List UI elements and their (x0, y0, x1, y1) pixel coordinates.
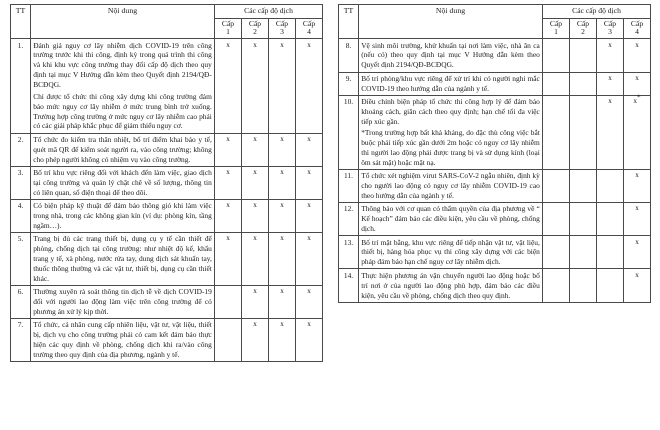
level-2-mark-cell (570, 170, 597, 203)
level-4-mark-cell: x (624, 72, 651, 95)
header-level-2-word: Cấp (248, 18, 262, 28)
content-paragraph: Vệ sinh môi trường, khử khuẩn tại nơi làm việc, nhà ăn ca (nếu có) theo quy định tại mục V Hướng dẫn kèm theo Quyết định 2194/QĐ-BCĐQG. (361, 40, 540, 70)
level-4-mark-cell: x (624, 236, 651, 269)
table-row (339, 72, 651, 95)
header-row-top (11, 5, 323, 19)
content-paragraph: Thông báo với cơ quan có thẩm quyền của địa phương về “ Kế hoạch” đảm bảo các điều kiện, yêu cầu về phòng, chống dịch. (361, 204, 540, 234)
row-index-cell: 3. (11, 166, 31, 199)
row-index-cell: 2. (11, 133, 31, 166)
level-2-mark-cell (570, 39, 597, 72)
content-paragraph: Thường xuyên rà soát thông tin dịch tễ về dịch COVID-19 đối với người lao động làm việc trên công trường để có phương án xử lý kịp thời. (33, 287, 212, 316)
row-content-cell (31, 199, 215, 232)
level-2-mark-cell: x (242, 232, 269, 285)
level-4-mark-cell: x (624, 203, 651, 236)
level-1-mark-cell (543, 95, 570, 169)
header-levels-group: Các cấp độ dịch (543, 5, 651, 19)
level-1-mark-cell: x (215, 133, 242, 166)
header-noi-dung: Nội dung (359, 5, 543, 39)
left-measures-table (10, 4, 323, 362)
header-level-3-word: Cấp (603, 18, 617, 28)
content-paragraph: *Trong trường hợp bất khả kháng, do đặc thù công việc bắt buộc phải tiếp xúc gần dưới 2m hoặc có nguy cơ lây nhiễm thì người lao động phải được trang bị và sử dụng kính (loại ôm sát mặt) hoặc mặt nạ. (361, 128, 540, 167)
content-paragraph: Bố trí phòng/khu vực riêng để xử trí khi có người nghi mắc COVID-19 theo hướng dẫn của ngành y tế. (361, 73, 540, 93)
header-level-2 (570, 18, 597, 39)
level-2-mark-cell: x (242, 166, 269, 199)
level-4-mark-cell: x* (624, 95, 651, 169)
row-index-cell: 1. (11, 39, 31, 133)
level-4-mark-cell: x (624, 269, 651, 302)
row-content-cell (31, 285, 215, 318)
right-table-wrapper (330, 4, 652, 430)
level-1-mark-cell: x (215, 199, 242, 232)
level-3-mark-cell (597, 203, 624, 236)
header-level-4-word: Cấp (630, 18, 644, 28)
content-paragraph: Điều chỉnh biện pháp tổ chức thi công hợp lý để đảm bảo khoảng cách, giãn cách theo quy định; hạn chế tối đa việc tiếp xúc gần. (361, 96, 540, 126)
row-content-cell (359, 269, 543, 302)
row-index-cell: 5. (11, 232, 31, 285)
level-1-mark-cell (543, 170, 570, 203)
header-level-2-num: 2 (253, 27, 257, 37)
row-index-cell: 9. (339, 72, 359, 95)
level-1-mark-cell: x (215, 39, 242, 133)
header-level-1-num: 1 (554, 27, 558, 37)
level-4-mark-cell: x (624, 39, 651, 72)
row-content-cell (359, 72, 543, 95)
footnote-asterisk: * (637, 93, 641, 102)
left-table-body (11, 39, 323, 362)
level-3-mark-cell: x (597, 39, 624, 72)
row-index-cell: 10. (339, 95, 359, 169)
table-row (339, 95, 651, 169)
header-tt: TT (11, 5, 31, 39)
content-paragraph: Bố trí mặt bằng, khu vực riêng để tiếp nhận vật tư, vật liệu, thiết bị, hàng hóa phục vụ thi công xây dựng với các biện pháp đảm bảo hạn chế nguy cơ lây nhiễm dịch. (361, 237, 540, 267)
row-content-cell (31, 319, 215, 362)
level-1-mark-cell (543, 269, 570, 302)
level-3-mark-cell (597, 170, 624, 203)
level-1-mark-cell (215, 319, 242, 362)
row-content-cell (31, 166, 215, 199)
header-level-4 (624, 18, 651, 39)
content-paragraph: Thực hiện phương án vận chuyển người lao động hoặc bố trí nơi ở của người lao động phù hợp, đảm bảo các điều kiện, yêu cầu về phòng, chống dịch theo quy định. (361, 270, 540, 300)
level-3-mark-cell: x (269, 319, 296, 362)
table-row (339, 269, 651, 302)
content-paragraph: Tổ chức đo kiểm tra thân nhiệt, bố trí điểm khai báo y tế, quét mã QR để kiểm soát người ra, vào công trường; không cho phép người không có nhiệm vụ vào công trường. (33, 134, 212, 164)
level-3-mark-cell (597, 269, 624, 302)
row-content-cell (31, 232, 215, 285)
level-2-mark-cell (570, 203, 597, 236)
row-content-cell (31, 133, 215, 166)
header-level-2-word: Cấp (576, 18, 590, 28)
level-3-mark-cell: x (597, 95, 624, 169)
level-1-mark-cell (543, 72, 570, 95)
level-3-mark-cell: x (597, 72, 624, 95)
level-4-mark-cell: x (296, 166, 323, 199)
level-3-mark-cell: x (269, 285, 296, 318)
header-level-3 (597, 18, 624, 39)
row-index-cell: 8. (339, 39, 359, 72)
header-level-3-num: 3 (608, 27, 612, 37)
level-2-mark-cell: x (242, 133, 269, 166)
right-table-body (339, 39, 651, 302)
level-1-mark-cell (543, 39, 570, 72)
table-row (11, 232, 323, 285)
header-levels-group: Các cấp độ dịch (215, 5, 323, 19)
level-4-mark-cell: x (296, 232, 323, 285)
level-4-mark-cell: x (296, 39, 323, 133)
left-table-header (11, 5, 323, 39)
content-paragraph: Tổ chức, cá nhân cung cấp nhiên liệu, vật tư, vật liệu, thiết bị, dịch vụ cho công trường phải có cam kết đảm bảo thực hiện các quy định về phòng, chống dịch khi ra/vào công trường theo quy định của địa phương, ngành y tế. (33, 320, 212, 360)
row-content-cell (359, 170, 543, 203)
row-index-cell: 12. (339, 203, 359, 236)
table-row (11, 133, 323, 166)
header-level-1-num: 1 (226, 27, 230, 37)
row-index-cell: 7. (11, 319, 31, 362)
level-2-mark-cell: x (242, 199, 269, 232)
level-4-mark-cell: x (296, 319, 323, 362)
level-2-mark-cell (570, 269, 597, 302)
level-1-mark-cell (543, 203, 570, 236)
header-tt: TT (339, 5, 359, 39)
level-1-mark-cell (543, 236, 570, 269)
level-2-mark-cell: x (242, 39, 269, 133)
row-index-cell: 11. (339, 170, 359, 203)
table-row (11, 199, 323, 232)
level-4-mark-cell: x (296, 285, 323, 318)
level-4-mark-cell: x (296, 133, 323, 166)
header-level-2-num: 2 (581, 27, 585, 37)
header-level-1-word: Cấp (221, 18, 235, 28)
level-3-mark-cell: x (269, 166, 296, 199)
level-1-mark-cell: x (215, 166, 242, 199)
row-content-cell (359, 95, 543, 169)
level-2-mark-cell (570, 72, 597, 95)
content-paragraph: Chỉ được tổ chức thi công xây dựng khi công trường đảm bảo mức nguy cơ lây nhiễm ở mức trung bình trở xuống. Trường hợp công trường ở mức nguy cơ lây nhiễm cao phải có các giải pháp khắc phục để giảm thiểu nguy cơ. (33, 91, 212, 131)
header-level-3-num: 3 (280, 27, 284, 37)
header-level-4-num: 4 (307, 27, 311, 37)
level-3-mark-cell: x (269, 199, 296, 232)
left-table-wrapper (2, 4, 324, 430)
level-1-mark-cell (215, 285, 242, 318)
right-table-header (339, 5, 651, 39)
header-level-1-word: Cấp (549, 18, 563, 28)
table-row (11, 166, 323, 199)
header-level-3-word: Cấp (275, 18, 289, 28)
row-content-cell (359, 203, 543, 236)
level-3-mark-cell: x (269, 133, 296, 166)
content-paragraph: Bố trí khu vực riêng đối với khách đến làm việc, giao dịch tại công trường và quản lý chặt chẽ về số lượng, thông tin có liên quan, số điện thoại để theo dõi. (33, 167, 212, 197)
row-index-cell: 4. (11, 199, 31, 232)
row-content-cell (359, 236, 543, 269)
level-2-mark-cell: x (242, 285, 269, 318)
level-3-mark-cell (597, 236, 624, 269)
level-4-mark-cell: x (624, 170, 651, 203)
content-paragraph: Có biện pháp kỹ thuật để đảm bảo thông gió khi làm việc trong nhà, trong các không gian kín (ví dụ: phòng kín, tầng ngầm…). (33, 201, 212, 230)
header-row-top (339, 5, 651, 19)
header-level-1 (543, 18, 570, 39)
table-row (339, 236, 651, 269)
header-noi-dung: Nội dung (31, 5, 215, 39)
header-level-2 (242, 18, 269, 39)
table-row (339, 170, 651, 203)
content-paragraph: Đánh giá nguy cơ lây nhiễm dịch COVID-19 trên công trường trước khi thi công, định kỳ trong quá trình thi công và khi khu vực công trường thay đổi cấp độ dịch theo quy định tại mục V Hướng dẫn kèm theo Quyết định 2194/QĐ-BCĐQG. (33, 40, 212, 90)
table-row (11, 285, 323, 318)
table-row (11, 39, 323, 133)
row-index-cell: 6. (11, 285, 31, 318)
row-index-cell: 14. (339, 269, 359, 302)
level-3-mark-cell: x (269, 39, 296, 133)
header-level-1 (215, 18, 242, 39)
level-2-mark-cell (570, 95, 597, 169)
row-index-cell: 13. (339, 236, 359, 269)
header-level-4 (296, 18, 323, 39)
header-level-3 (269, 18, 296, 39)
right-measures-table (338, 4, 651, 303)
table-row (339, 203, 651, 236)
header-level-4-num: 4 (635, 27, 639, 37)
level-4-mark-cell: x (296, 199, 323, 232)
level-2-mark-cell: x (242, 319, 269, 362)
level-2-mark-cell (570, 236, 597, 269)
level-3-mark-cell: x (269, 232, 296, 285)
row-content-cell (31, 39, 215, 133)
content-paragraph: Trang bị đủ các trang thiết bị, dụng cụ y tế cần thiết để phòng, chống dịch tại công trường: như nhiệt độ kế, khẩu trang y tế, xà phòng, nước rửa tay, dung dịch sát khuẩn tay, thuốc thông thường và các vật tư, thiết bị, dụng cụ cần thiết khác. (33, 234, 212, 283)
row-content-cell (359, 39, 543, 72)
level-1-mark-cell: x (215, 232, 242, 285)
header-level-4-word: Cấp (302, 18, 316, 28)
content-paragraph: Tổ chức xét nghiệm virut SARS-CoV-2 ngẫu nhiên, định kỳ cho người lao động có nguy cơ lây nhiễm COVID-19 cao theo hướng dẫn của ngành y tế. (361, 171, 540, 201)
table-row (339, 39, 651, 72)
table-row (11, 319, 323, 362)
